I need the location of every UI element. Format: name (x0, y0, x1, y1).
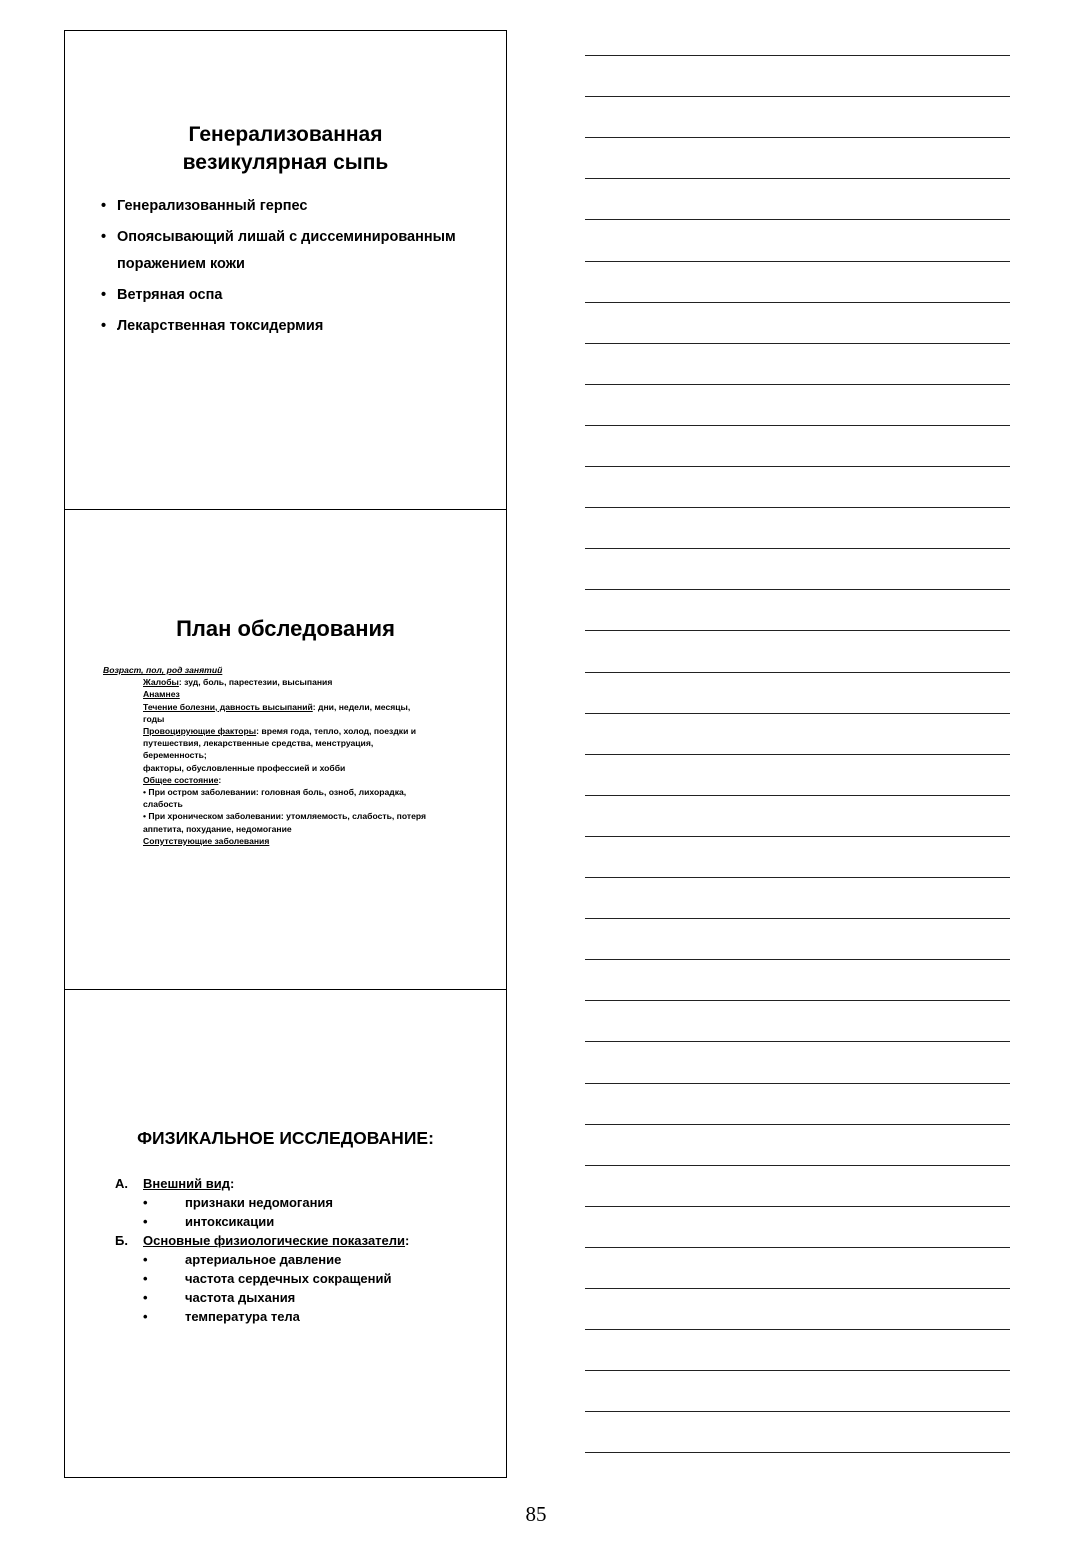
factors-line-2: факторы, обусловленные профессией и хобби (143, 762, 346, 773)
bullet-list (101, 193, 496, 344)
notes-lines (585, 0, 1011, 1500)
general-label: Общее состояние (143, 774, 219, 785)
slide-title: План обследования (176, 616, 395, 641)
section-label: Основные физиологические показатели (143, 1233, 406, 1248)
note-line (585, 713, 1010, 714)
list-item: • признаки недомогания (115, 1193, 495, 1212)
section-letter: А. (115, 1176, 128, 1191)
note-line (585, 877, 1010, 878)
general-colon: : (218, 774, 222, 785)
factors-line (103, 725, 433, 762)
note-line (585, 1288, 1010, 1289)
section-heading (115, 1231, 495, 1250)
page-number: 85 (525, 1502, 547, 1526)
course-line (103, 701, 433, 725)
note-line (585, 589, 1010, 590)
slide-title: ФИЗИКАЛЬНОЕ ИССЛЕДОВАНИЕ: (137, 1128, 434, 1148)
note-line (585, 959, 1010, 960)
section-heading (115, 1174, 495, 1193)
note-line (585, 1370, 1010, 1371)
list-item: • Опоясывающий лишай с диссеминированным поражением кожи (101, 224, 496, 278)
section-letter: Б. (115, 1233, 128, 1248)
slide-physical-examination (65, 990, 506, 1479)
general-line (103, 774, 433, 786)
note-line (585, 302, 1010, 303)
note-line (585, 96, 1010, 97)
slide-body (115, 1174, 495, 1326)
course-label: Течение болезни, давность высыпаний (143, 701, 313, 712)
section-label: Внешний вид (143, 1176, 230, 1191)
list-item: • интоксикации (115, 1212, 495, 1231)
note-line (585, 466, 1010, 467)
slide-examination-plan (65, 510, 506, 990)
note-line (585, 507, 1010, 508)
note-line (585, 1124, 1010, 1125)
note-line (585, 261, 1010, 262)
acute-line: • При остром заболевании: головная боль, озноб, лихорадка, слабость (143, 787, 407, 810)
list-item: • Генерализованный герпес (101, 193, 496, 220)
note-line (585, 55, 1010, 56)
slide-generalized-rash (65, 31, 506, 510)
note-line (585, 795, 1010, 796)
slide-title-line: Генерализованная (188, 123, 383, 146)
note-line (585, 836, 1010, 837)
note-line (585, 1411, 1010, 1412)
slide-title-line: везикулярная сыпь (182, 151, 389, 174)
list-item: • артериальное давление (115, 1250, 495, 1269)
comorbid-label: Сопутствующие заболевания (143, 835, 270, 846)
section-suffix: : (230, 1176, 235, 1191)
note-line (585, 219, 1010, 220)
anamnesis-line (103, 688, 433, 700)
slide-body (103, 664, 433, 847)
note-line (585, 672, 1010, 673)
list-item: • частота дыхания (115, 1288, 495, 1307)
anamnesis-label: Анамнез (143, 689, 180, 700)
note-line (585, 1083, 1010, 1084)
note-line (585, 754, 1010, 755)
note-line (585, 1452, 1010, 1453)
lead-line: Возраст, пол, род занятий (103, 665, 223, 675)
complaints-text: : зуд, боль, парестезии, высыпания (178, 677, 333, 688)
section-suffix: : (405, 1233, 410, 1248)
complaints-label: Жалобы (143, 677, 179, 688)
note-line (585, 137, 1010, 138)
complaints-line (103, 676, 433, 688)
chronic-line: • При хроническом заболевании: утомляемость, слабость, потеря аппетита, похудание, недомогание (143, 811, 427, 834)
note-line (585, 1206, 1010, 1207)
slide-title (65, 121, 506, 177)
slides-column (64, 30, 507, 1478)
note-line (585, 425, 1010, 426)
factors-label: Провоцирующие факторы (143, 726, 257, 737)
list-item: • Лекарственная токсидермия (101, 313, 496, 340)
note-line (585, 548, 1010, 549)
note-line (585, 918, 1010, 919)
note-line (585, 178, 1010, 179)
list-item: • Ветряная оспа (101, 282, 496, 309)
list-item: • частота сердечных сокращений (115, 1269, 495, 1288)
comorbid-line (103, 835, 433, 847)
course-text: : дни, недели, месяцы, годы (143, 701, 411, 724)
note-line (585, 384, 1010, 385)
factors-text: : время года, тепло, холод, поездки и путешествия, лекарственные средства, менструация, беременность; (143, 726, 417, 761)
note-line (585, 1329, 1010, 1330)
note-line (585, 630, 1010, 631)
note-line (585, 343, 1010, 344)
list-item: • температура тела (115, 1307, 495, 1326)
note-line (585, 1041, 1010, 1042)
note-line (585, 1000, 1010, 1001)
note-line (585, 1165, 1010, 1166)
note-line (585, 1247, 1010, 1248)
